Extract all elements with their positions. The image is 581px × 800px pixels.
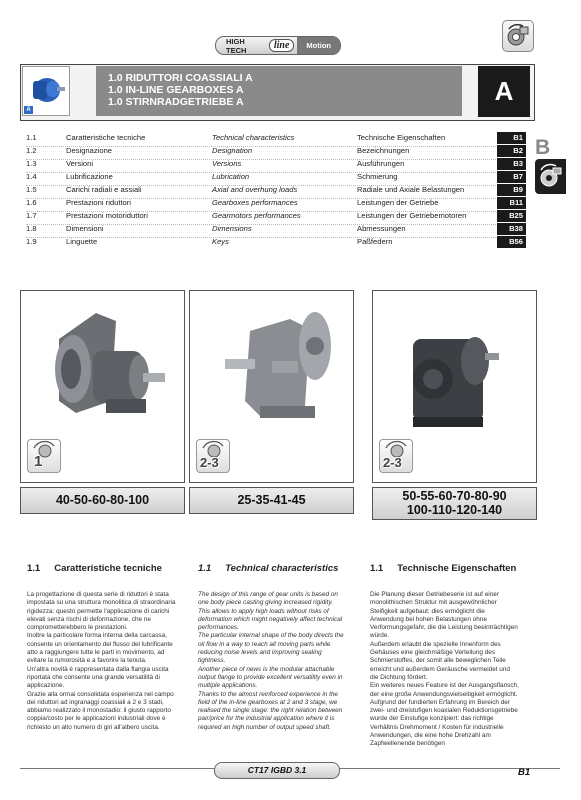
multi-stage-badge-icon — [379, 439, 413, 473]
toc-title-it: Caratteristiche tecniche — [66, 133, 146, 142]
size-range-box — [189, 487, 354, 514]
section-letter: A — [478, 66, 530, 117]
size-range: 100-110-120-140 — [406, 503, 503, 517]
toc-row[interactable] — [26, 211, 526, 224]
toc-title-de: Technische Eigenschaften — [357, 133, 446, 142]
size-range-box — [372, 487, 537, 520]
toc-row[interactable] — [26, 198, 526, 211]
text-line: The design of this range of gear units is based on — [198, 591, 338, 598]
side-gearbox-icon — [535, 159, 566, 194]
text-line: This allows to apply high loads without risks of — [198, 607, 329, 615]
toc-page-badge[interactable]: B11 — [497, 197, 526, 209]
toc-title-de: Radiale und Axiale Belastungen — [357, 185, 465, 194]
text-line: Verhältnis Drehmoment / Kosten für industrielle — [370, 723, 504, 731]
toc-title-en: Gearmotors performances — [212, 211, 301, 220]
toc-title-de: Bezeichnungen — [357, 146, 410, 155]
toc-title-it: Linguette — [66, 237, 98, 246]
toc-title-it: Carichi radiali e assiali — [66, 185, 142, 194]
text-line: reducing noise levels and improving sealing — [198, 649, 322, 657]
text-line: output flange to provide excellent versatility even in — [198, 673, 343, 681]
section-number: 1.1 — [370, 563, 384, 574]
text-line: evitare la rumorosità e a favorire la tenuta. — [27, 657, 147, 665]
text-line: rigidezza: questo permette l'applicazione di carichi — [27, 607, 170, 615]
title-line-it: 1.0 RIDUTTORI COASSIALI A — [108, 72, 253, 84]
toc-number: 1.2 — [26, 146, 37, 155]
text-line: Anwendung bei hohen Belastungen ohne — [370, 615, 487, 623]
brand-right-text: Motion — [297, 37, 340, 54]
section-number: 1.1 — [27, 563, 41, 574]
toc-number: 1.1 — [26, 133, 37, 142]
toc-title-en: Lubrication — [212, 172, 250, 181]
text-line: Zapfwellenende benötigen — [370, 740, 445, 748]
text-line: zwei- und dreistufigen koaxialen Reduktionsgetriebe — [370, 707, 518, 715]
text-line: Ein weiteres neues Feature ist der Ausgangsflansch, — [370, 682, 519, 690]
text-line: Thanks to the almost reinforced experience in the — [198, 690, 338, 698]
toc-title-en: Versions — [212, 159, 242, 168]
section-title: Technische Eigenschaften — [397, 563, 517, 574]
text-line: deformation which might negatively affect technical — [198, 615, 343, 623]
text-line: comprometterebbero le prestazioni. — [27, 624, 128, 632]
text-line: der eine große Anwendungsvielseitigkeit ermöglicht. — [370, 690, 518, 698]
stage-count: 1 — [34, 453, 43, 470]
toc-title-en: Keys — [212, 237, 229, 246]
toc-row[interactable] — [26, 146, 526, 159]
toc-number: 1.7 — [26, 211, 37, 220]
brand-pill — [215, 36, 341, 55]
stage-count: 2-3 — [383, 455, 402, 470]
section-title: Technical characteristics — [225, 563, 339, 574]
text-line: impostata su una struttura monolitica di straordinaria — [27, 599, 176, 607]
footer-catalog-code: CT17 IGBD 3.1 — [214, 762, 340, 779]
product-panel-2 — [189, 290, 354, 483]
text-line: Another piece of news is the modular attachable — [198, 665, 335, 673]
text-line: Aufgrund der fundierten Erfahrung im Bereich der — [370, 698, 510, 706]
title-line-en: 1.0 IN-LINE GEARBOXES A — [108, 84, 244, 96]
toc-page-badge[interactable]: B56 — [497, 236, 526, 248]
toc-title-en: Dimensions — [212, 224, 252, 233]
size-range-box — [20, 487, 185, 514]
text-line: applicazione. — [27, 682, 65, 690]
body-text-de — [370, 591, 545, 749]
text-line: richiesto un alto numero di giri all'albero uscita. — [27, 723, 160, 731]
section-heading-de — [370, 563, 516, 574]
gearbox-icon — [502, 20, 534, 52]
text-line: erreicht und außerdem Geräusche vermeidet und — [370, 665, 510, 673]
body-text-it — [27, 591, 192, 732]
text-line: dei riduttori ad ingranaggi coassiali a 2 e 3 stadi, — [27, 698, 164, 706]
toc-title-it: Prestazioni riduttori — [66, 198, 131, 207]
text-line: Gehäuses eine gleichmäßige Verteilung des — [370, 649, 496, 657]
toc-page-badge[interactable]: B2 — [497, 145, 526, 157]
toc-number: 1.3 — [26, 159, 37, 168]
text-line: monolithischen Struktur mit ausgewöhnlicher — [370, 599, 497, 607]
toc-row[interactable] — [26, 237, 526, 250]
toc-page-badge[interactable]: B3 — [497, 158, 526, 170]
text-line: multiple applications. — [198, 682, 258, 690]
thumbnail-mark: A — [24, 106, 33, 114]
text-line: Inoltre la particolare forma interna della carcassa, — [27, 632, 167, 640]
toc-title-de: Paßfedern — [357, 237, 393, 246]
text-line: oil flow in a way to reach all moving parts while — [198, 640, 331, 648]
text-line: Anwendungen, die eine hohe Drehzahl am — [370, 732, 491, 740]
toc-row[interactable] — [26, 224, 526, 237]
stage-count: 2-3 — [200, 455, 219, 470]
size-range: 40-50-60-80-100 — [55, 493, 150, 507]
text-line: Die Planung dieser Getriebeserie ist auf einer — [370, 591, 499, 598]
text-line: tightness. — [198, 657, 226, 665]
text-line: abbiamo realizzato il monostadio: il giusto rapporto — [27, 707, 171, 715]
size-range: 25-35-41-45 — [237, 493, 306, 507]
text-line: performances. — [198, 624, 239, 632]
toc-page-badge[interactable]: B7 — [497, 171, 526, 183]
text-line: wurde der Einstufige konzipiert: das richtige — [370, 715, 494, 723]
section-number: 1.1 — [198, 563, 212, 574]
title-line-de: 1.0 STIRNRADGETRIEBE A — [108, 96, 244, 108]
toc-title-it: Lubrificazione — [66, 172, 113, 181]
toc-title-de: Abmessungen — [357, 224, 406, 233]
toc-number: 1.4 — [26, 172, 37, 181]
text-line: elevati senza rischi di deformazione, che ne — [27, 615, 151, 623]
section-heading-it — [27, 563, 162, 574]
toc-number: 1.5 — [26, 185, 37, 194]
toc-page-badge[interactable]: B1 — [497, 132, 526, 144]
text-line: Verformungsgefahr, die die Leistung beeinträchtigen — [370, 624, 518, 632]
text-line: one body piece casting giving increased rigidity. — [198, 599, 333, 607]
toc-title-de: Leistungen der Getriebemotoren — [357, 211, 467, 220]
toc-title-de: Schmierung — [357, 172, 398, 181]
product-panel-1 — [20, 290, 185, 483]
toc-page-badge[interactable]: B38 — [497, 223, 526, 235]
brand-line-logo: line — [269, 39, 295, 52]
toc-title-en: Axial and overhung loads — [212, 185, 298, 194]
text-line: The particular internal shape of the body directs the — [198, 632, 344, 640]
toc-row[interactable] — [26, 185, 526, 198]
brand-left-text: HIGH TECH — [226, 36, 247, 55]
toc-title-it: Prestazioni motoriduttori — [66, 211, 148, 220]
text-line: Steifigkeit aufgebaut: dies ermöglicht die — [370, 607, 485, 615]
multi-stage-badge-icon — [196, 439, 230, 473]
toc-row[interactable] — [26, 159, 526, 172]
toc-title-en: Gearboxes performances — [212, 198, 298, 207]
toc-page-badge[interactable]: B9 — [497, 184, 526, 196]
toc-number: 1.6 — [26, 198, 37, 207]
text-line: würde. — [370, 632, 390, 640]
text-line: required an high number of output speed shaft. — [198, 723, 331, 731]
text-line: atto a raggiungere tutte le parti in movimento, ad — [27, 649, 165, 657]
single-stage-badge-icon — [27, 439, 61, 473]
text-line: Un'altra novità è rappresentata dalla flangia uscita — [27, 665, 169, 673]
text-line: die Dichtung fördert. — [370, 673, 428, 681]
product-panel-3 — [372, 290, 537, 483]
toc-number: 1.9 — [26, 237, 37, 246]
text-line: Schmierstoffes, der somit alle beweglichen Teile — [370, 657, 506, 665]
section-heading-en — [198, 563, 338, 574]
toc-row[interactable] — [26, 172, 526, 185]
text-line: riportata che consente una grande versatilità di — [27, 673, 160, 681]
section-title-box — [96, 66, 462, 116]
toc-title-en: Designation — [212, 146, 253, 155]
text-line: consente un orientamento del flusso del lubrificante — [27, 640, 173, 648]
footer-page-number: B1 — [518, 767, 531, 778]
text-line: Grazie alla ormai consolidata esperienza nel campo — [27, 690, 174, 698]
toc-row[interactable] — [26, 133, 526, 146]
text-line: La progettazione di questa serie di riduttori è stata — [27, 591, 169, 598]
toc-page-badge[interactable]: B25 — [497, 210, 526, 222]
toc-title-it: Versioni — [66, 159, 94, 168]
toc-title-it: Designazione — [66, 146, 113, 155]
side-tab-letter-text: B — [535, 136, 551, 159]
section-title: Caratteristiche tecniche — [54, 563, 162, 574]
text-line: realised the single stage: the right relation between — [198, 707, 343, 715]
toc-title-it: Dimensioni — [66, 224, 104, 233]
toc-title-de: Leistungen der Getriebe — [357, 198, 439, 207]
toc-title-de: Ausführungen — [357, 159, 405, 168]
text-line: Außerdem erlaubt die spezielle Innenform des — [370, 640, 501, 648]
text-line: field of the in-line gearboxes at 2 and 3 stage, we — [198, 698, 338, 706]
text-line: coppia/costo per le applicazioni industriali dove è — [27, 715, 166, 723]
toc-number: 1.8 — [26, 224, 37, 233]
body-text-en — [198, 591, 363, 732]
text-line: pair/price for the industrial application where it is — [198, 715, 335, 723]
size-range: 50-55-60-70-80-90 — [402, 489, 507, 503]
product-thumbnail — [22, 66, 70, 116]
toc-title-en: Technical characteristics — [212, 133, 295, 142]
